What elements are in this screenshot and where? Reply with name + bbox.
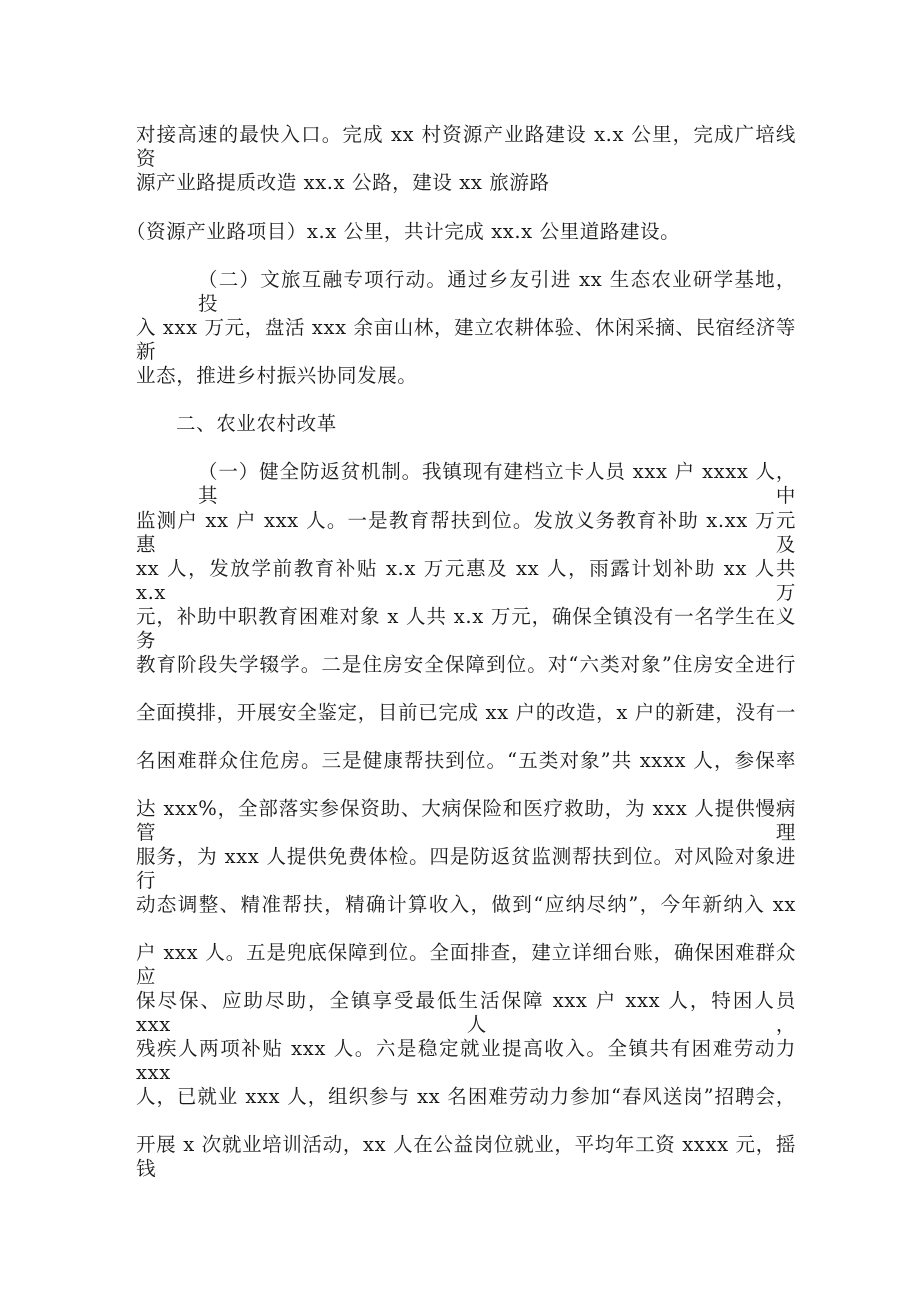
text-line: 全面摸排，开展安全鉴定，目前已完成 xx 户的改造，x 户的新建，没有一 [136, 701, 796, 724]
paragraph-first-line: （一）健全防返贫机制。我镇现有建档立卡人员 xxx 户 xxxx 人，其中 [198, 460, 796, 507]
text-line: （资源产业路项目）x.x 公里，共计完成 xx.x 公里道路建设。 [126, 220, 681, 243]
text-line: 元，补助中职教育困难对象 x 人共 x.x 万元，确保全镇没有一名学生在义务 [136, 605, 796, 652]
text-line: 达 xxx%，全部落实参保资助、大病保险和医疗救助，为 xxx 人提供慢病管理 [136, 797, 796, 844]
text-line: 开展 x 次就业培训活动，xx 人在公益岗位就业，平均年工资 xxxx 元，摇钱 [136, 1133, 796, 1180]
text-line: 残疾人两项补贴 xxx 人。六是稳定就业提高收入。全镇共有困难劳动力 xxx [136, 1037, 796, 1084]
paragraph-first-line: （二）文旅互融专项行动。通过乡友引进 xx 生态农业研学基地，投 [198, 268, 796, 315]
text-line: 源产业路提质改造 xx.x 公路，建设 xx 旅游路 [136, 171, 550, 194]
text-line: 教育阶段失学辍学。二是住房安全保障到位。对“六类对象”住房安全进行 [136, 653, 796, 676]
text-line: 户 xxx 人。五是兜底保障到位。全面排查，建立详细台账，确保困难群众应 [136, 941, 796, 988]
text-line: 服务，为 xxx 人提供免费体检。四是防返贫监测帮扶到位。对风险对象进行 [136, 845, 796, 892]
section-heading: 二、农业农村改革 [176, 412, 337, 435]
text-line: xx 人，发放学前教育补贴 x.x 万元惠及 xx 人，雨露计划补助 xx 人共 x.x 万 [136, 557, 796, 604]
text-line: 监测户 xx 户 xxx 人。一是教育帮扶到位。发放义务教育补助 x.xx 万元惠及 [136, 509, 796, 556]
text-line: 保尽保、应助尽助，全镇享受最低生活保障 xxx 户 xxx 人，特困人员 xxx 人， [136, 989, 796, 1036]
text-line: 名困难群众住危房。三是健康帮扶到位。“五类对象”共 xxxx 人，参保率 [136, 749, 796, 772]
text-line: 入 xxx 万元，盘活 xxx 余亩山林，建立农耕体验、休闲采摘、民宿经济等新 [136, 316, 796, 363]
text-line: 人，已就业 xxx 人，组织参与 xx 名困难劳动力参加“春风送岗”招聘会， [136, 1085, 796, 1108]
text-line: 动态调整、精准帮扶，精确计算收入，做到“应纳尽纳”，今年新纳入 xx [136, 893, 796, 916]
text-line: 对接高速的最快入口。完成 xx 村资源产业路建设 x.x 公里，完成广培线资 [136, 123, 796, 170]
text-line: 业态，推进乡村振兴协同发展。 [136, 364, 418, 387]
